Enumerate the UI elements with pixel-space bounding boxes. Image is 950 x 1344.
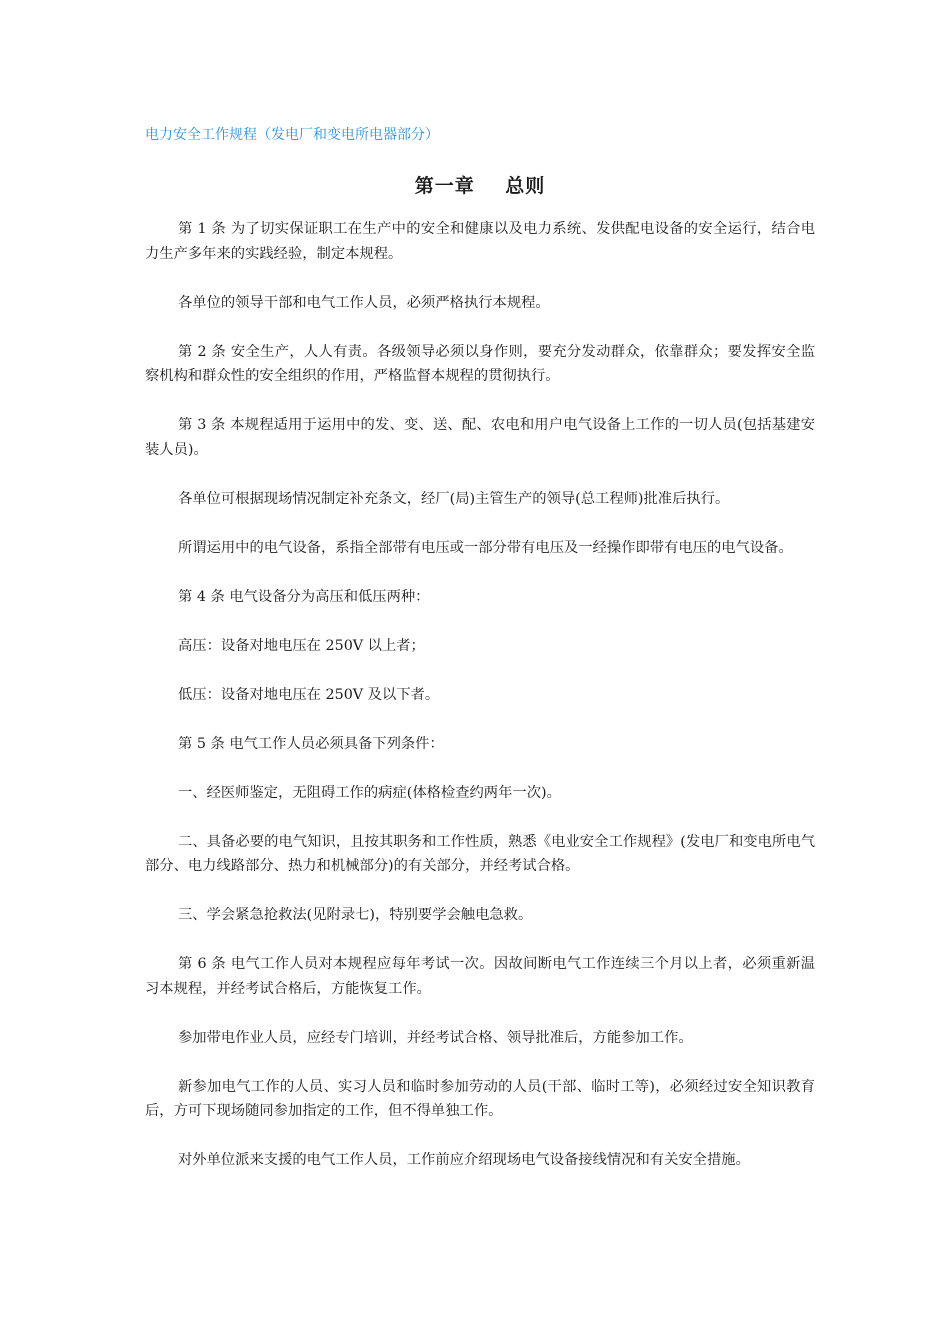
- paragraph: 对外单位派来支援的电气工作人员，工作前应介绍现场电气设备接线情况和有关安全措施。: [178, 1152, 750, 1168]
- paragraph: 新参加电气工作的人员、实习人员和临时参加劳动的人员(干部、临时工等)，必须经过安全知识教育后，方可下现场随同参加指定的工作，但不得单独工作。: [145, 1078, 815, 1119]
- document-title-link[interactable]: 电力安全工作规程（发电厂和变电所电器部分）: [145, 127, 439, 143]
- paragraph-article-1: 第 1 条 为了切实保证职工在生产中的安全和健康以及电力系统、发供配电设备的安全运行，结合电力生产多年来的实践经验，制定本规程。: [145, 221, 815, 262]
- paragraph-article-2: 第 2 条 安全生产，人人有责。各级领导必须以身作则，要充分发动群众，依靠群众；要发挥安全监察机构和群众性的安全组织的作用，严格监督本规程的贯彻执行。: [145, 343, 815, 384]
- paragraph: 一、经医师鉴定，无阻碍工作的病症(体格检查约两年一次)。: [178, 784, 561, 801]
- paragraph: 二、具备必要的电气知识，且按其职务和工作性质，熟悉《电业安全工作规程》(发电厂和变电所电气部分、电力线路部分、热力和机械部分)的有关部分，并经考试合格。: [145, 833, 815, 874]
- chapter-title: 第一章 总则: [414, 175, 546, 197]
- paragraph: 各单位的领导干部和电气工作人员，必须严格执行本规程。: [178, 294, 550, 311]
- paragraph: 三、学会紧急抢救法(见附录七)，特别要学会触电急救。: [178, 907, 533, 923]
- paragraph-article-5: 第 5 条 电气工作人员必须具备下列条件：: [178, 735, 444, 752]
- paragraph: 各单位可根据现场情况制定补充条文，经厂(局)主管生产的领导(总工程师)批准后执行。: [178, 490, 730, 507]
- paragraph: 高压：设备对地电压在 250V 以上者；: [178, 637, 425, 654]
- paragraph: 所谓运用中的电气设备，系指全部带有电压或一部分带有电压及一经操作即带有电压的电气设备。: [178, 539, 793, 556]
- paragraph-article-3: 第 3 条 本规程适用于运用中的发、变、送、配、农电和用户电气设备上工作的一切人员(包括基建安装人员)。: [145, 417, 815, 458]
- paragraph: 低压：设备对地电压在 250V 及以下者。: [178, 686, 440, 703]
- document-page: [145, 125, 815, 1197]
- paragraph: 参加带电作业人员，应经专门培训，并经考试合格、领导批准后，方能参加工作。: [178, 1029, 693, 1046]
- paragraph-article-4: 第 4 条 电气设备分为高压和低压两种：: [178, 588, 430, 605]
- paragraph-article-6: 第 6 条 电气工作人员对本规程应每年考试一次。因故间断电气工作连续三个月以上者，必须重新温习本规程，并经考试合格后，方能恢复工作。: [145, 956, 815, 997]
